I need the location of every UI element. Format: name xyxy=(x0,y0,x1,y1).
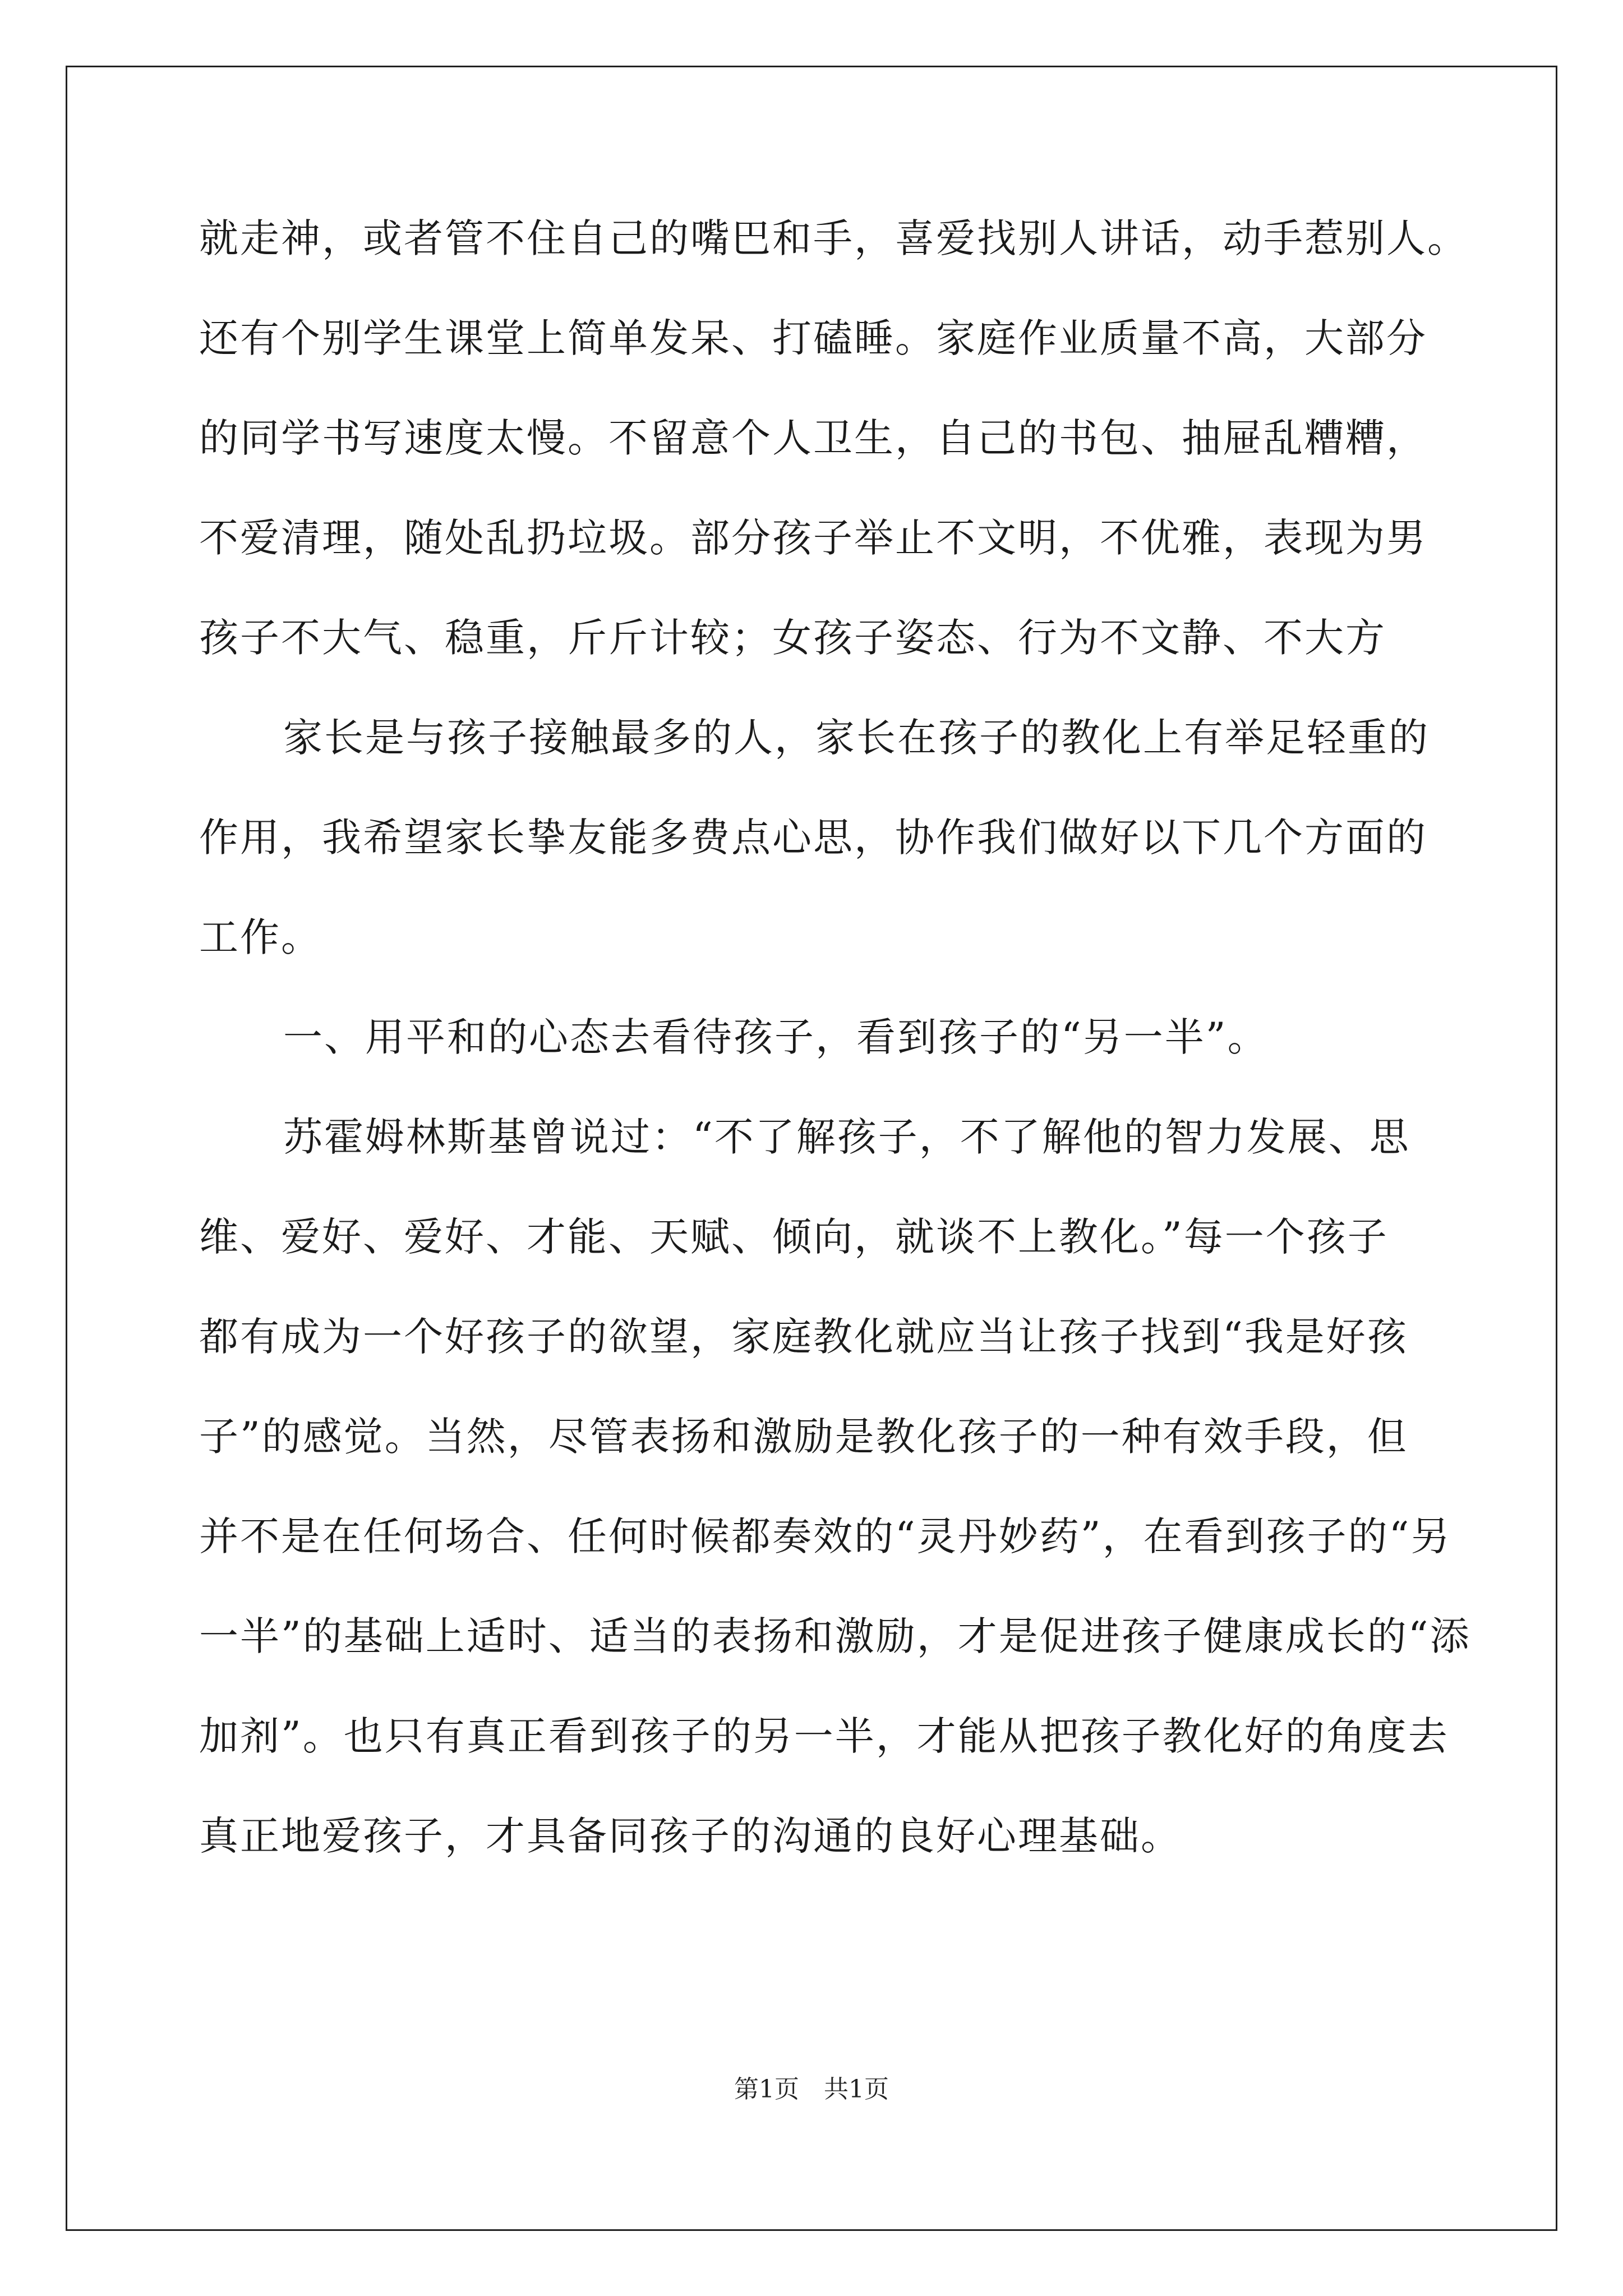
text-line: 子”的感觉。当然，尽管表扬和激励是教化孩子的一种有效手段，但 xyxy=(199,1414,1408,1460)
section-heading: 一、用平和的心态去看待孩子，看到孩子的“另一半”。 xyxy=(283,1014,1269,1060)
text-line: 并不是在任何场合、任何时候都奏效的“灵丹妙药”，在看到孩子的“另 xyxy=(199,1513,1452,1559)
text-line: 维、爱好、爱好、才能、天赋、倾向，就谈不上教化。”每一个孩子 xyxy=(199,1214,1389,1260)
paragraph-first-line: 苏霍姆林斯基曾说过：“不了解孩子，不了解他的智力发展、思 xyxy=(283,1114,1410,1160)
text-line: 真正地爱孩子，才具备同孩子的沟通的良好心理基础。 xyxy=(199,1813,1182,1859)
text-line: 就走神，或者管不住自己的嘴巴和手，喜爱找别人讲话，动手惹别人。 xyxy=(199,215,1468,261)
text-line: 还有个别学生课堂上简单发呆、打磕睡。家庭作业质量不高，大部分 xyxy=(199,315,1427,361)
text-line: 工作。 xyxy=(199,914,322,960)
text-line: 不爱清理，随处乱扔垃圾。部分孩子举止不文明，不优雅，表现为男 xyxy=(199,515,1427,561)
text-line: 的同学书写速度太慢。不留意个人卫生，自己的书包、抽屉乱糟糟， xyxy=(199,415,1427,461)
text-line: 一半”的基础上适时、适当的表扬和激励，才是促进孩子健康成长的“添 xyxy=(199,1613,1471,1659)
text-line: 加剂”。也只有真正看到孩子的另一半，才能从把孩子教化好的角度去 xyxy=(199,1713,1449,1759)
text-line: 孩子不大气、稳重，斤斤计较；女孩子姿态、行为不文静、不大方 xyxy=(199,615,1386,661)
page-footer: 第1页 共1页 xyxy=(734,2075,889,2104)
text-line: 都有成为一个好孩子的欲望，家庭教化就应当让孩子找到“我是好孩 xyxy=(199,1314,1408,1360)
paragraph-first-line: 家长是与孩子接触最多的人，家长在孩子的教化上有举足轻重的 xyxy=(283,715,1430,761)
text-line: 作用，我希望家长挚友能多费点心思，协作我们做好以下几个方面的 xyxy=(199,815,1427,861)
